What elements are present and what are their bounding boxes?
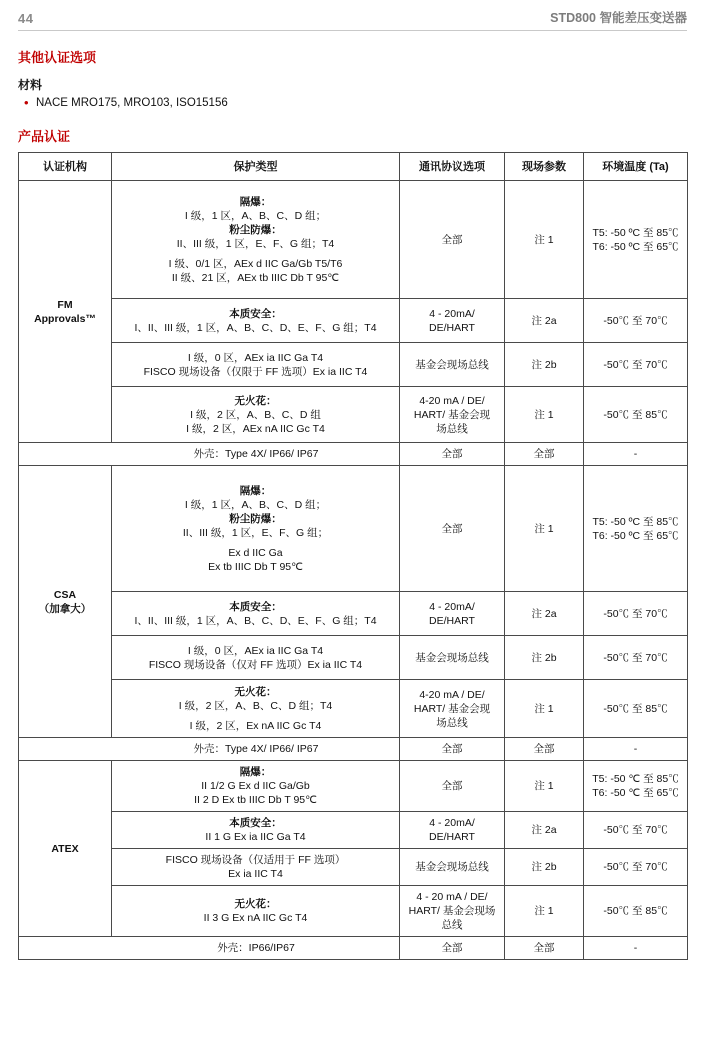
cell-protocol: 4 - 20mA/ DE/HART xyxy=(400,299,505,343)
table-header-row xyxy=(19,153,688,181)
cell-field: 注 2a xyxy=(505,592,584,636)
certification-table xyxy=(18,152,688,960)
cell-field: 注 1 xyxy=(505,466,584,592)
cell-enclosure-temp: - xyxy=(584,937,688,960)
cell-protocol: 基金会现场总线 xyxy=(400,343,505,387)
col-header-temp: 环境温度 (Ta) xyxy=(584,153,688,181)
cell-protocol: 4-20 mA / DE/ HART/ 基金会现 场总线 xyxy=(400,680,505,738)
cell-field: 注 1 xyxy=(505,680,584,738)
col-header-protocol: 通讯协议选项 xyxy=(400,153,505,181)
cell-field: 注 2b xyxy=(505,636,584,680)
cell-enclosure-protocol: 全部 xyxy=(400,738,505,761)
table-row xyxy=(19,592,688,636)
cell-protocol: 4 - 20mA/ DE/HART xyxy=(400,592,505,636)
cell-protection: FISCO 现场设备（仅适用于 FF 选项） Ex ia IIC T4 xyxy=(112,849,400,886)
cell-field: 注 1 xyxy=(505,886,584,937)
cell-temp: T5: -50 ºC 至 85℃ T6: -50 ºC 至 65℃ xyxy=(584,466,688,592)
cell-field: 注 2b xyxy=(505,343,584,387)
table-row xyxy=(19,812,688,849)
cell-enclosure-protocol: 全部 xyxy=(400,937,505,960)
cell-enclosure-field: 全部 xyxy=(505,738,584,761)
cell-enclosure-field: 全部 xyxy=(505,937,584,960)
col-header-protection: 保护类型 xyxy=(112,153,400,181)
cell-temp: -50℃ 至 85℃ xyxy=(584,680,688,738)
cell-protocol: 全部 xyxy=(400,761,505,812)
section-heading-product-cert: 产品认证 xyxy=(18,129,71,144)
cell-temp: -50℃ 至 70℃ xyxy=(584,592,688,636)
cell-temp: -50℃ 至 70℃ xyxy=(584,343,688,387)
cell-protection: 隔爆： II 1/2 G Ex d IIC Ga/Gb II 2 D Ex tb IIIC Db T 95℃ xyxy=(112,761,400,812)
cell-protocol: 全部 xyxy=(400,181,505,299)
material-item-text: NACE MRO175, MRO103, ISO15156 xyxy=(36,97,228,109)
cell-agency-csa: CSA （加拿大） xyxy=(19,466,112,738)
section-heading-other-cert: 其他认证选项 xyxy=(18,50,97,65)
table-row xyxy=(19,680,688,738)
table-row xyxy=(19,886,688,937)
cell-field: 注 2b xyxy=(505,849,584,886)
document-title: STD800 智能差压变送器 xyxy=(550,11,687,25)
cell-enclosure-protection: 外壳：Type 4X/ IP66/ IP67 xyxy=(19,738,400,761)
cell-protection: 本质安全： I、II、III 级，1 区，A、B、C、D、E、F、G 组；T4 xyxy=(112,299,400,343)
cell-field: 注 1 xyxy=(505,387,584,443)
col-header-agency: 认证机构 xyxy=(19,153,112,181)
cell-field: 注 1 xyxy=(505,761,584,812)
page-header xyxy=(18,0,687,31)
table-row xyxy=(19,636,688,680)
table-row xyxy=(19,849,688,886)
cell-temp: -50℃ 至 85℃ xyxy=(584,886,688,937)
cell-temp: -50℃ 至 70℃ xyxy=(584,812,688,849)
table-row xyxy=(19,761,688,812)
cell-protocol: 4 - 20 mA / DE/ HART/ 基金会现场 总线 xyxy=(400,886,505,937)
cell-protocol: 4 - 20mA/ DE/HART xyxy=(400,812,505,849)
cell-enclosure-protection: 外壳：IP66/IP67 xyxy=(19,937,400,960)
cell-enclosure-protection: 外壳：Type 4X/ IP66/ IP67 xyxy=(19,443,400,466)
cell-protection: 无火花： I 级，2 区，A、B、C、D 组；T4 I 级，2 区，Ex nA IIC Gc T4 xyxy=(112,680,400,738)
cell-agency-fm: FM Approvals™ xyxy=(19,181,112,443)
table-row xyxy=(19,181,688,299)
cell-protocol: 4-20 mA / DE/ HART/ 基金会现 场总线 xyxy=(400,387,505,443)
cell-temp: -50℃ 至 70℃ xyxy=(584,636,688,680)
cell-temp: T5: -50 ℃ 至 85℃ T6: -50 ℃ 至 65℃ xyxy=(584,761,688,812)
cell-field: 注 2a xyxy=(505,812,584,849)
cell-field: 注 2a xyxy=(505,299,584,343)
table-row xyxy=(19,387,688,443)
table-row xyxy=(19,466,688,592)
cell-protocol: 基金会现场总线 xyxy=(400,636,505,680)
list-item xyxy=(24,96,687,110)
cell-protocol: 全部 xyxy=(400,466,505,592)
cell-protection: 无火花： II 3 G Ex nA IIC Gc T4 xyxy=(112,886,400,937)
cell-protection: I 级，0 区，AEx ia IIC Ga T4 FISCO 现场设备（仅对 FF 选项）Ex ia IIC T4 xyxy=(112,636,400,680)
page-number: 44 xyxy=(18,11,34,26)
table-row xyxy=(19,343,688,387)
table-row xyxy=(19,299,688,343)
cell-agency-atex: ATEX xyxy=(19,761,112,937)
cell-enclosure-temp: - xyxy=(584,443,688,466)
cell-temp: -50℃ 至 85℃ xyxy=(584,387,688,443)
cell-protocol: 基金会现场总线 xyxy=(400,849,505,886)
table-row-enclosure xyxy=(19,937,688,960)
cell-protection: 隔爆： I 级，1 区，A、B、C、D 组； 粉尘防爆： II、III 级，1 区，E、F、G 组；T4 I 级、0/1 区，AEx d IIC Ga/Gb T5/T6 II 级、21 区，AEx tb IIIC Db T 95℃ xyxy=(112,181,400,299)
cell-protection: 本质安全： II 1 G Ex ia IIC Ga T4 xyxy=(112,812,400,849)
cell-protection: 无火花： I 级，2 区，A、B、C、D 组 I 级，2 区，AEx nA IIC Gc T4 xyxy=(112,387,400,443)
table-row-enclosure xyxy=(19,443,688,466)
cell-enclosure-protocol: 全部 xyxy=(400,443,505,466)
table-row-enclosure xyxy=(19,738,688,761)
cell-temp: T5: -50 ºC 至 85℃ T6: -50 ºC 至 65℃ xyxy=(584,181,688,299)
cell-enclosure-field: 全部 xyxy=(505,443,584,466)
cell-protection: 隔爆： I 级，1 区，A、B、C、D 组； 粉尘防爆： II、III 级，1 区，E、F、G 组； Ex d IIC Ga Ex tb IIIC Db T 95℃ xyxy=(112,466,400,592)
cell-enclosure-temp: - xyxy=(584,738,688,761)
cell-field: 注 1 xyxy=(505,181,584,299)
subheading-material: 材料 xyxy=(18,78,43,92)
cell-temp: -50℃ 至 70℃ xyxy=(584,299,688,343)
cell-temp: -50℃ 至 70℃ xyxy=(584,849,688,886)
bullet-icon: • xyxy=(24,95,29,110)
cell-protection: I 级，0 区，AEx ia IIC Ga T4 FISCO 现场设备（仅限于 FF 选项）Ex ia IIC T4 xyxy=(112,343,400,387)
cell-protection: 本质安全： I、II、III 级，1 区，A、B、C、D、E、F、G 组；T4 xyxy=(112,592,400,636)
col-header-field: 现场参数 xyxy=(505,153,584,181)
